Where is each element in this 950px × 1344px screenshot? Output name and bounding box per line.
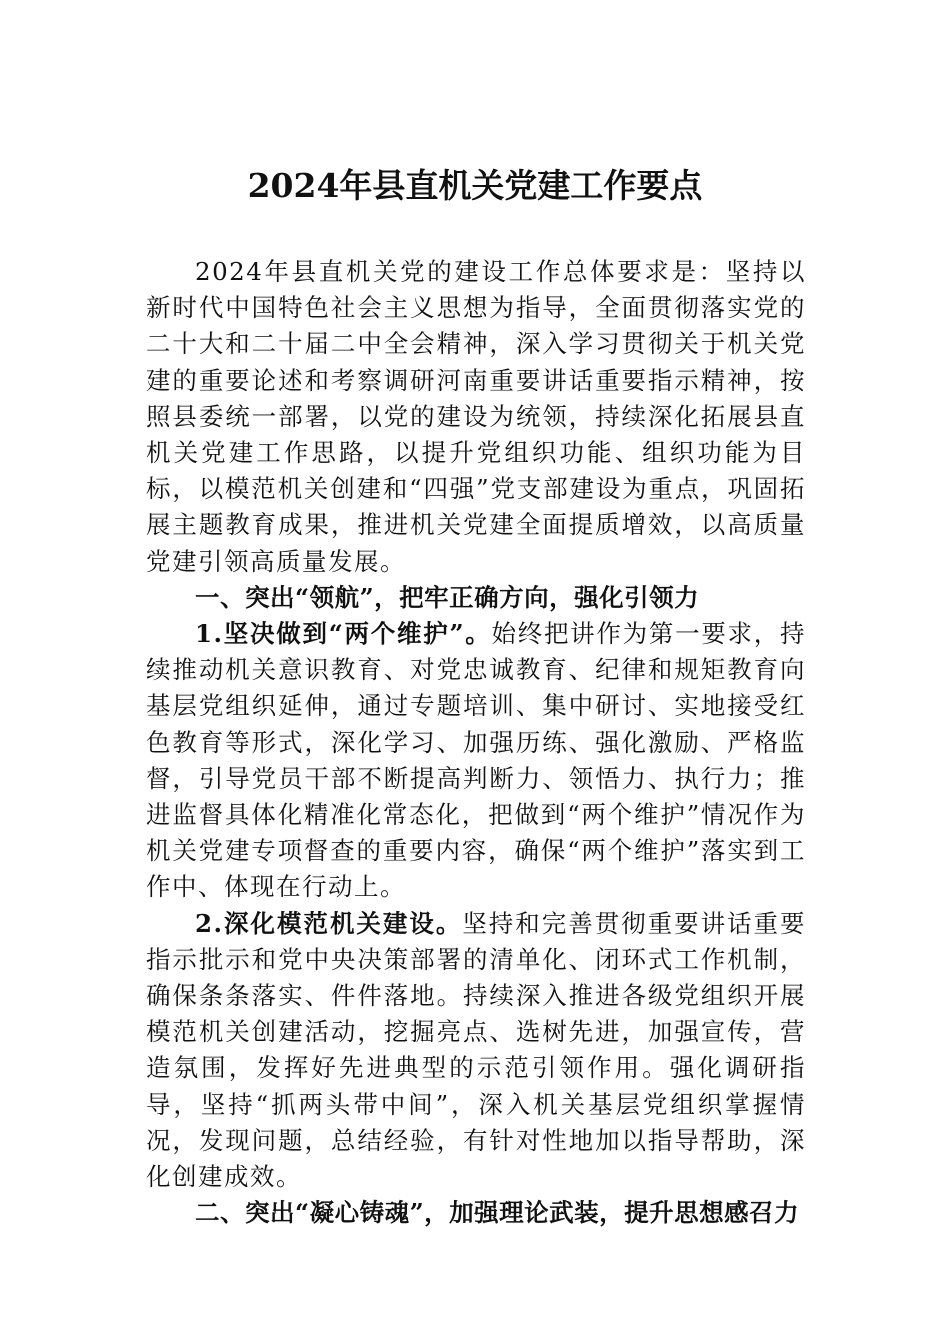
document-body [146, 254, 806, 1231]
item-2-text: 坚持和完善贯彻重要讲话重要指示批示和党中央决策部署的清单化、闭环式工作机制，确保条条落实、件件落地。持续深入推进各级党组织开展模范机关创建活动，挖掘亮点、选树先进，加强宣传，营造氛围，发挥好先进典型的示范引领作用。强化调研指导，坚持“抓两头带中间”，深入机关基层党组织掌握情况，发现问题，总结经验，有针对性地加以指导帮助，深化创建成效。 [146, 908, 807, 1192]
intro-paragraph: 2024年县直机关党的建设工作总体要求是：坚持以新时代中国特色社会主义思想为指导，全面贯彻落实党的二十大和二十届二中全会精神，深入学习贯彻关于机关党建的重要论述和考察调研河南重要讲话重要指示精神，按照县委统一部署，以党的建设为统领，持续深化拓展县直机关党建工作思路，以提升党组织功能、组织功能为目标，以模范机关创建和“四强”党支部建设为重点，巩固拓展主题教育成果，推进机关党建全面提质增效，以高质量党建引领高质量发展。 [146, 257, 806, 576]
item-2-lead: 2.深化模范机关建设。 [195, 908, 463, 938]
section-1-item-2 [146, 906, 806, 1196]
section-2-heading: 二、突出“凝心铸魂”，加强理论武装，提升思想感召力 [195, 1198, 800, 1228]
document-title: 2024年县直机关党建工作要点 [247, 166, 703, 205]
section-1-heading: 一、突出“领航”，把牢正确方向，强化引领力 [195, 582, 700, 612]
section-1-item-1 [146, 616, 806, 906]
item-1-text: 始终把讲作为第一要求，持续推动机关意识教育、对党忠诚教育、纪律和规矩教育向基层党组织延伸，通过专题培训、集中研讨、实地接受红色教育等形式，深化学习、加强历练、强化激励、严格监督，引导党员干部不断提高判断力、领悟力、执行力；推进监督具体化精准化常态化，把做到“两个维护”情况作为机关党建专项督查的重要内容，确保“两个维护”落实到工作中、体现在行动上。 [146, 619, 807, 902]
item-1-lead: 1.坚决做到“两个维护”。 [195, 619, 492, 649]
